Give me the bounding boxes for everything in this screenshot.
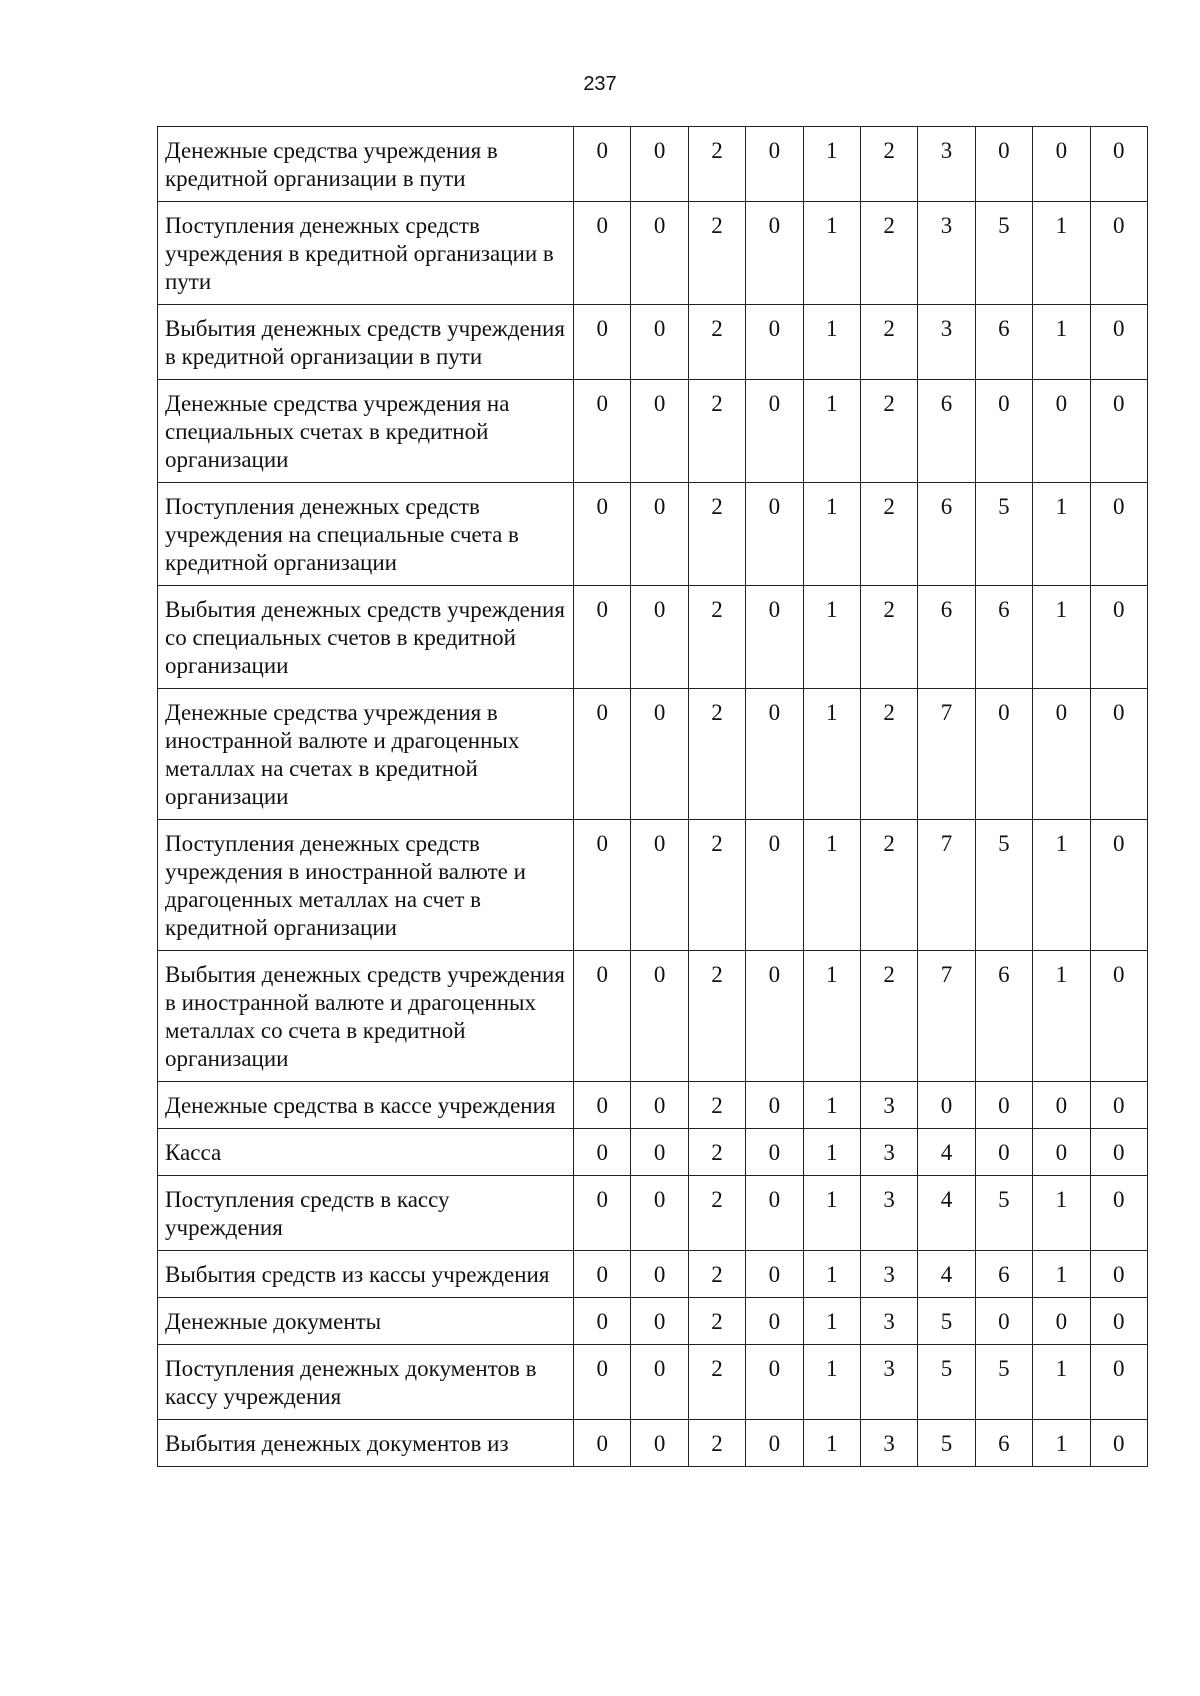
account-name-cell: Денежные документы (158, 1298, 574, 1345)
account-code-digit-cell: 0 (746, 483, 803, 586)
account-code-digit-cell: 0 (574, 380, 631, 483)
account-code-digit-cell: 0 (574, 1082, 631, 1129)
account-code-digit-cell: 1 (1033, 586, 1090, 689)
account-code-digit-cell: 0 (1090, 127, 1147, 202)
account-code-digit-cell: 0 (1090, 1251, 1147, 1298)
account-code-digit-cell: 5 (975, 1345, 1032, 1420)
account-code-digit-cell: 2 (688, 586, 745, 689)
account-code-digit-cell: 0 (1090, 1298, 1147, 1345)
account-code-digit-cell: 0 (746, 127, 803, 202)
account-name-cell: Поступления денежных средств учреждения в кредитной организации в пути (158, 202, 574, 305)
accounts-table (157, 126, 1148, 1467)
account-code-digit-cell: 5 (918, 1420, 975, 1467)
account-code-digit-cell: 0 (574, 127, 631, 202)
table-row (158, 483, 1148, 586)
account-code-digit-cell: 0 (1033, 1298, 1090, 1345)
account-code-digit-cell: 0 (746, 586, 803, 689)
account-code-digit-cell: 0 (574, 820, 631, 951)
account-code-digit-cell: 0 (1090, 1176, 1147, 1251)
account-code-digit-cell: 0 (975, 689, 1032, 820)
account-code-digit-cell: 1 (803, 380, 860, 483)
account-name-cell: Денежные средства учреждения в кредитной организации в пути (158, 127, 574, 202)
account-code-digit-cell: 1 (803, 483, 860, 586)
account-code-digit-cell: 0 (631, 202, 688, 305)
account-code-digit-cell: 1 (803, 127, 860, 202)
account-code-digit-cell: 7 (918, 689, 975, 820)
account-code-digit-cell: 0 (631, 689, 688, 820)
account-code-digit-cell: 0 (631, 127, 688, 202)
table-row (158, 380, 1148, 483)
account-code-digit-cell: 0 (631, 586, 688, 689)
account-code-digit-cell: 0 (746, 951, 803, 1082)
account-code-digit-cell: 1 (803, 305, 860, 380)
account-name-cell: Поступления денежных документов в кассу учреждения (158, 1345, 574, 1420)
account-code-digit-cell: 0 (631, 1251, 688, 1298)
account-code-digit-cell: 2 (860, 305, 917, 380)
account-code-digit-cell: 5 (918, 1345, 975, 1420)
account-name-cell: Денежные средства в кассе учреждения (158, 1082, 574, 1129)
account-code-digit-cell: 2 (860, 483, 917, 586)
account-code-digit-cell: 1 (803, 1176, 860, 1251)
account-code-digit-cell: 1 (803, 1298, 860, 1345)
account-code-digit-cell: 6 (975, 305, 1032, 380)
account-code-digit-cell: 0 (574, 1345, 631, 1420)
account-code-digit-cell: 2 (688, 1251, 745, 1298)
account-code-digit-cell: 6 (975, 1420, 1032, 1467)
account-code-digit-cell: 1 (1033, 305, 1090, 380)
account-code-digit-cell: 0 (574, 202, 631, 305)
account-code-digit-cell: 2 (860, 689, 917, 820)
account-code-digit-cell: 3 (860, 1420, 917, 1467)
account-code-digit-cell: 0 (631, 1176, 688, 1251)
account-code-digit-cell: 2 (688, 1345, 745, 1420)
account-code-digit-cell: 0 (1033, 380, 1090, 483)
account-code-digit-cell: 0 (746, 1176, 803, 1251)
table-row (158, 1129, 1148, 1176)
account-name-cell: Касса (158, 1129, 574, 1176)
account-code-digit-cell: 0 (631, 483, 688, 586)
account-name-cell: Поступления средств в кассу учреждения (158, 1176, 574, 1251)
account-code-digit-cell: 1 (803, 1251, 860, 1298)
account-code-digit-cell: 0 (746, 202, 803, 305)
account-code-digit-cell: 5 (975, 820, 1032, 951)
account-code-digit-cell: 3 (918, 305, 975, 380)
account-code-digit-cell: 4 (918, 1176, 975, 1251)
account-code-digit-cell: 0 (574, 1251, 631, 1298)
account-code-digit-cell: 1 (803, 1345, 860, 1420)
account-code-digit-cell: 0 (1090, 586, 1147, 689)
account-code-digit-cell: 0 (574, 1298, 631, 1345)
account-code-digit-cell: 0 (631, 380, 688, 483)
account-code-digit-cell: 6 (975, 1251, 1032, 1298)
account-code-digit-cell: 2 (688, 1082, 745, 1129)
account-code-digit-cell: 0 (975, 1298, 1032, 1345)
account-code-digit-cell: 0 (1033, 689, 1090, 820)
account-code-digit-cell: 2 (688, 1420, 745, 1467)
account-code-digit-cell: 3 (918, 202, 975, 305)
account-name-cell: Выбытия денежных средств учреждения в кредитной организации в пути (158, 305, 574, 380)
account-code-digit-cell: 0 (574, 1129, 631, 1176)
account-code-digit-cell: 0 (746, 380, 803, 483)
account-code-digit-cell: 0 (631, 1298, 688, 1345)
account-code-digit-cell: 1 (1033, 1251, 1090, 1298)
account-code-digit-cell: 0 (631, 1129, 688, 1176)
table-body (158, 127, 1148, 1467)
account-code-digit-cell: 1 (803, 951, 860, 1082)
table-row (158, 305, 1148, 380)
account-code-digit-cell: 1 (803, 1082, 860, 1129)
account-code-digit-cell: 0 (574, 1176, 631, 1251)
account-code-digit-cell: 0 (1090, 820, 1147, 951)
account-code-digit-cell: 6 (975, 586, 1032, 689)
account-code-digit-cell: 0 (1090, 380, 1147, 483)
account-name-cell: Денежные средства учреждения на специальных счетах в кредитной организации (158, 380, 574, 483)
table-row (158, 127, 1148, 202)
account-code-digit-cell: 0 (1033, 1082, 1090, 1129)
account-code-digit-cell: 0 (631, 1345, 688, 1420)
account-name-cell: Выбытия денежных документов из (158, 1420, 574, 1467)
account-code-digit-cell: 2 (688, 689, 745, 820)
account-code-digit-cell: 2 (860, 951, 917, 1082)
account-code-digit-cell: 0 (1090, 483, 1147, 586)
account-code-digit-cell: 6 (975, 951, 1032, 1082)
account-code-digit-cell: 6 (918, 483, 975, 586)
table-row (158, 1420, 1148, 1467)
account-code-digit-cell: 0 (746, 1082, 803, 1129)
account-code-digit-cell: 0 (574, 483, 631, 586)
account-code-digit-cell: 0 (1090, 1082, 1147, 1129)
account-code-digit-cell: 3 (860, 1298, 917, 1345)
account-code-digit-cell: 0 (746, 1129, 803, 1176)
account-code-digit-cell: 0 (746, 689, 803, 820)
account-code-digit-cell: 0 (574, 951, 631, 1082)
account-name-cell: Выбытия денежных средств учреждения со специальных счетов в кредитной организации (158, 586, 574, 689)
account-code-digit-cell: 3 (860, 1082, 917, 1129)
table-row (158, 1251, 1148, 1298)
table-row (158, 820, 1148, 951)
account-code-digit-cell: 5 (918, 1298, 975, 1345)
account-code-digit-cell: 2 (688, 380, 745, 483)
table-row (158, 689, 1148, 820)
account-code-digit-cell: 0 (1090, 1420, 1147, 1467)
account-code-digit-cell: 5 (975, 202, 1032, 305)
account-code-digit-cell: 1 (803, 820, 860, 951)
account-code-digit-cell: 2 (688, 127, 745, 202)
account-code-digit-cell: 2 (860, 202, 917, 305)
account-code-digit-cell: 7 (918, 820, 975, 951)
account-code-digit-cell: 0 (1033, 1129, 1090, 1176)
account-code-digit-cell: 0 (975, 127, 1032, 202)
account-code-digit-cell: 5 (975, 483, 1032, 586)
account-code-digit-cell: 0 (1090, 202, 1147, 305)
account-code-digit-cell: 1 (1033, 483, 1090, 586)
account-code-digit-cell: 0 (574, 586, 631, 689)
account-code-digit-cell: 0 (631, 305, 688, 380)
account-code-digit-cell: 3 (918, 127, 975, 202)
table-row (158, 1345, 1148, 1420)
account-code-digit-cell: 0 (746, 1420, 803, 1467)
account-code-digit-cell: 4 (918, 1251, 975, 1298)
account-code-digit-cell: 1 (1033, 820, 1090, 951)
account-code-digit-cell: 1 (1033, 1420, 1090, 1467)
account-code-digit-cell: 4 (918, 1129, 975, 1176)
account-code-digit-cell: 0 (574, 1420, 631, 1467)
account-code-digit-cell: 2 (860, 820, 917, 951)
account-name-cell: Денежные средства учреждения в иностранной валюте и драгоценных металлах на счетах в кредитной организации (158, 689, 574, 820)
account-code-digit-cell: 0 (1090, 305, 1147, 380)
account-code-digit-cell: 0 (1033, 127, 1090, 202)
account-code-digit-cell: 0 (746, 1345, 803, 1420)
account-code-digit-cell: 0 (746, 1251, 803, 1298)
account-code-digit-cell: 6 (918, 586, 975, 689)
account-code-digit-cell: 2 (860, 586, 917, 689)
account-code-digit-cell: 0 (631, 1082, 688, 1129)
account-code-digit-cell: 2 (688, 820, 745, 951)
account-code-digit-cell: 0 (574, 689, 631, 820)
account-code-digit-cell: 3 (860, 1129, 917, 1176)
account-code-digit-cell: 3 (860, 1345, 917, 1420)
account-code-digit-cell: 0 (1090, 1345, 1147, 1420)
account-code-digit-cell: 2 (688, 1129, 745, 1176)
account-name-cell: Поступления денежных средств учреждения на специальные счета в кредитной организации (158, 483, 574, 586)
account-code-digit-cell: 2 (688, 305, 745, 380)
account-code-digit-cell: 1 (1033, 1345, 1090, 1420)
account-code-digit-cell: 1 (1033, 951, 1090, 1082)
account-code-digit-cell: 0 (631, 1420, 688, 1467)
account-code-digit-cell: 0 (975, 1082, 1032, 1129)
account-code-digit-cell: 2 (688, 951, 745, 1082)
account-code-digit-cell: 2 (860, 127, 917, 202)
account-code-digit-cell: 1 (1033, 202, 1090, 305)
account-code-digit-cell: 2 (688, 202, 745, 305)
account-code-digit-cell: 1 (803, 1129, 860, 1176)
account-code-digit-cell: 6 (918, 380, 975, 483)
account-code-digit-cell: 0 (1090, 951, 1147, 1082)
account-code-digit-cell: 0 (746, 305, 803, 380)
account-code-digit-cell: 0 (746, 1298, 803, 1345)
account-code-digit-cell: 1 (803, 689, 860, 820)
account-code-digit-cell: 0 (975, 1129, 1032, 1176)
account-code-digit-cell: 0 (746, 820, 803, 951)
page-number: 237 (583, 73, 617, 95)
account-code-digit-cell: 1 (1033, 1176, 1090, 1251)
table-row (158, 586, 1148, 689)
table-row (158, 951, 1148, 1082)
account-code-digit-cell: 0 (1090, 689, 1147, 820)
account-code-digit-cell: 2 (688, 1176, 745, 1251)
table-row (158, 202, 1148, 305)
account-code-digit-cell: 3 (860, 1251, 917, 1298)
table-row (158, 1082, 1148, 1129)
account-name-cell: Выбытия средств из кассы учреждения (158, 1251, 574, 1298)
account-code-digit-cell: 2 (688, 1298, 745, 1345)
account-code-digit-cell: 1 (803, 1420, 860, 1467)
account-code-digit-cell: 1 (803, 202, 860, 305)
account-code-digit-cell: 3 (860, 1176, 917, 1251)
account-code-digit-cell: 0 (975, 380, 1032, 483)
account-code-digit-cell: 0 (631, 820, 688, 951)
account-code-digit-cell: 2 (688, 483, 745, 586)
account-name-cell: Поступления денежных средств учреждения в иностранной валюте и драгоценных металлах на счет в кредитной организации (158, 820, 574, 951)
account-code-digit-cell: 0 (631, 951, 688, 1082)
account-code-digit-cell: 1 (803, 586, 860, 689)
account-code-digit-cell: 0 (1090, 1129, 1147, 1176)
account-code-digit-cell: 5 (975, 1176, 1032, 1251)
account-code-digit-cell: 0 (574, 305, 631, 380)
account-code-digit-cell: 7 (918, 951, 975, 1082)
table-row (158, 1176, 1148, 1251)
account-name-cell: Выбытия денежных средств учреждения в иностранной валюте и драгоценных металлах со счета в кредитной организации (158, 951, 574, 1082)
table-row (158, 1298, 1148, 1345)
account-code-digit-cell: 2 (860, 380, 917, 483)
account-code-digit-cell: 0 (918, 1082, 975, 1129)
